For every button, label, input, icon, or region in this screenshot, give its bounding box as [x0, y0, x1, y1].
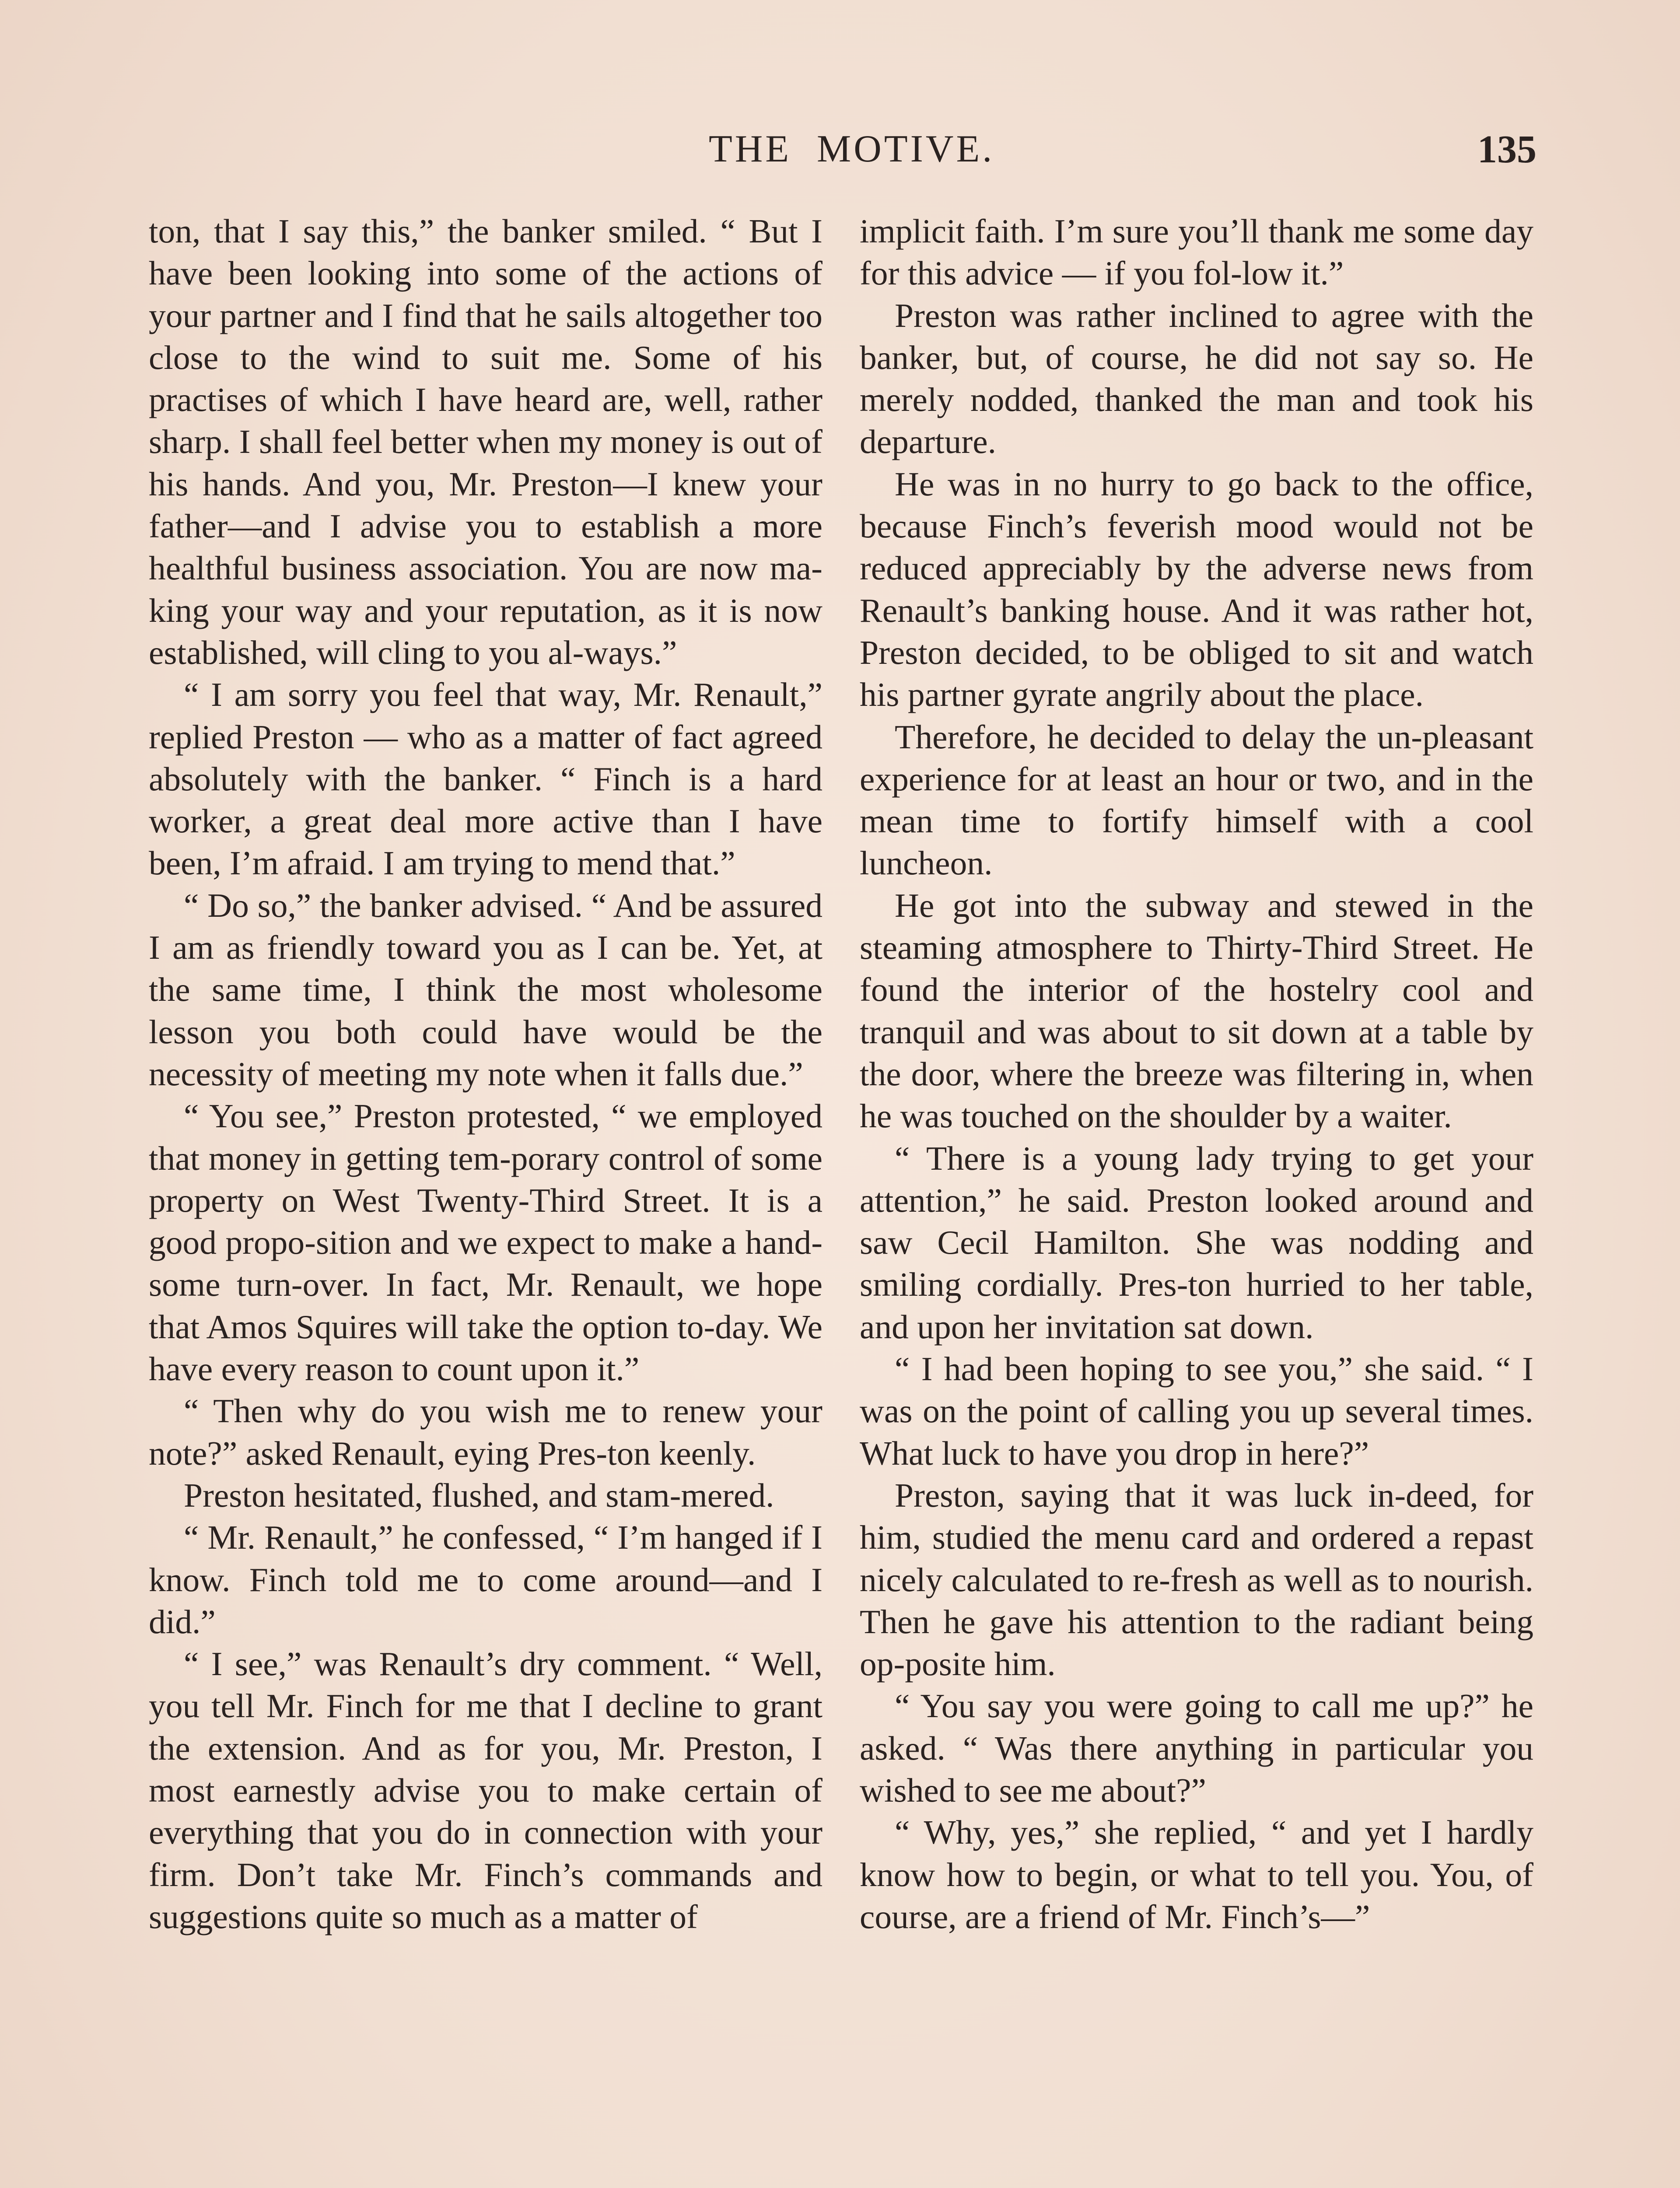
paragraph: “ You see,” Preston protested, “ we employed that money in getting tem-porary control of some property on West Twenty-Third Street. It is a good propo-sition and we expect to make a hand-some turn-over. In fact, Mr. Renault, we hope that Amos Squires will take the option to-day. We have every reason to count upon it.”: [149, 1097, 822, 1388]
paragraph: Therefore, he decided to delay the un-pleasant experience for at least an hour or two, and in the mean time to fortify himself with a cool luncheon.: [860, 718, 1533, 882]
page-number: 135: [1477, 128, 1536, 171]
paragraph: “ I am sorry you feel that way, Mr. Renault,” replied Preston — who as a matter of fact agreed absolutely with the banker. “ Finch is a hard worker, a great deal more active than I have been, I’m afraid. I am trying to mend that.”: [149, 676, 822, 882]
paragraph: He was in no hurry to go back to the office, because Finch’s feverish mood would not be reduced appreciably by the adverse news from Renault’s banking house. And it was rather hot, Preston decided, to be obliged to sit and watch his partner gyrate angrily about the place.: [860, 465, 1533, 714]
left-column: [149, 210, 822, 1938]
paragraph: “ Why, yes,” she replied, “ and yet I hardly know how to begin, or what to tell you. You, of course, are a friend of Mr. Finch’s—”: [860, 1813, 1533, 1936]
paragraph: “ Mr. Renault,” he confessed, “ I’m hanged if I know. Finch told me to come around—and I did.”: [149, 1518, 822, 1641]
page-header: [0, 127, 1680, 179]
paragraph: He got into the subway and stewed in the steaming atmosphere to Thirty-Third Street. He found the interior of the hostelry cool and tranquil and was about to sit down at a table by the door, where the breeze was filtering in, when he was touched on the shoulder by a waiter.: [860, 886, 1533, 1135]
right-column: [860, 210, 1533, 1938]
paragraph: “ You say you were going to call me up?” he asked. “ Was there anything in particular you wished to see me about?”: [860, 1687, 1533, 1809]
paragraph: “ Do so,” the banker advised. “ And be assured I am as friendly toward you as I can be. Yet, at the same time, I think the most wholesome lesson you both could have would be the necessity of meeting my note when it falls due.”: [149, 886, 822, 1093]
paragraph: “ Then why do you wish me to renew your note?” asked Renault, eying Pres-ton keenly.: [149, 1392, 822, 1472]
paragraph: “ I had been hoping to see you,” she said. “ I was on the point of calling you up several times. What luck to have you drop in here?”: [860, 1350, 1533, 1472]
paragraph: Preston was rather inclined to agree with the banker, but, of course, he did not say so. He merely nodded, thanked the man and took his departure.: [860, 296, 1533, 461]
paragraph: Preston, saying that it was luck in-deed, for him, studied the menu card and ordered a repast nicely calculated to re-fresh as well as to nourish. Then he gave his attention to the radiant being op-posite him.: [860, 1476, 1533, 1683]
paragraph: “ I see,” was Renault’s dry comment. “ Well, you tell Mr. Finch for me that I decline to grant the extension. And as for you, Mr. Preston, I most earnestly advise you to make certain of everything that you do in connection with your firm. Don’t take Mr. Finch’s commands and suggestions quite so much as a matter of: [149, 1645, 822, 1936]
paragraph: Preston hesitated, flushed, and stam-mered.: [184, 1476, 774, 1514]
paragraph: ton, that I say this,” the banker smiled. “ But I have been looking into some of the actions of your partner and I find that he sails altogether too close to the wind to suit me. Some of his practises of which I have heard are, well, rather sharp. I shall feel better when my money is out of his hands. And you, Mr. Preston—I knew your father—and I advise you to establish a more healthful business association. You are now ma-king your way and your reputation, as it is now established, will cling to you al-ways.”: [149, 212, 822, 671]
paragraph: implicit faith. I’m sure you’ll thank me some day for this advice — if you fol-low it.”: [860, 212, 1533, 292]
paragraph: “ There is a young lady trying to get your attention,” he said. Preston looked around and saw Cecil Hamilton. She was nodding and smiling cordially. Pres-ton hurried to her table, and upon her invitation sat down.: [860, 1139, 1533, 1346]
running-title: THE MOTIVE.: [709, 128, 995, 170]
